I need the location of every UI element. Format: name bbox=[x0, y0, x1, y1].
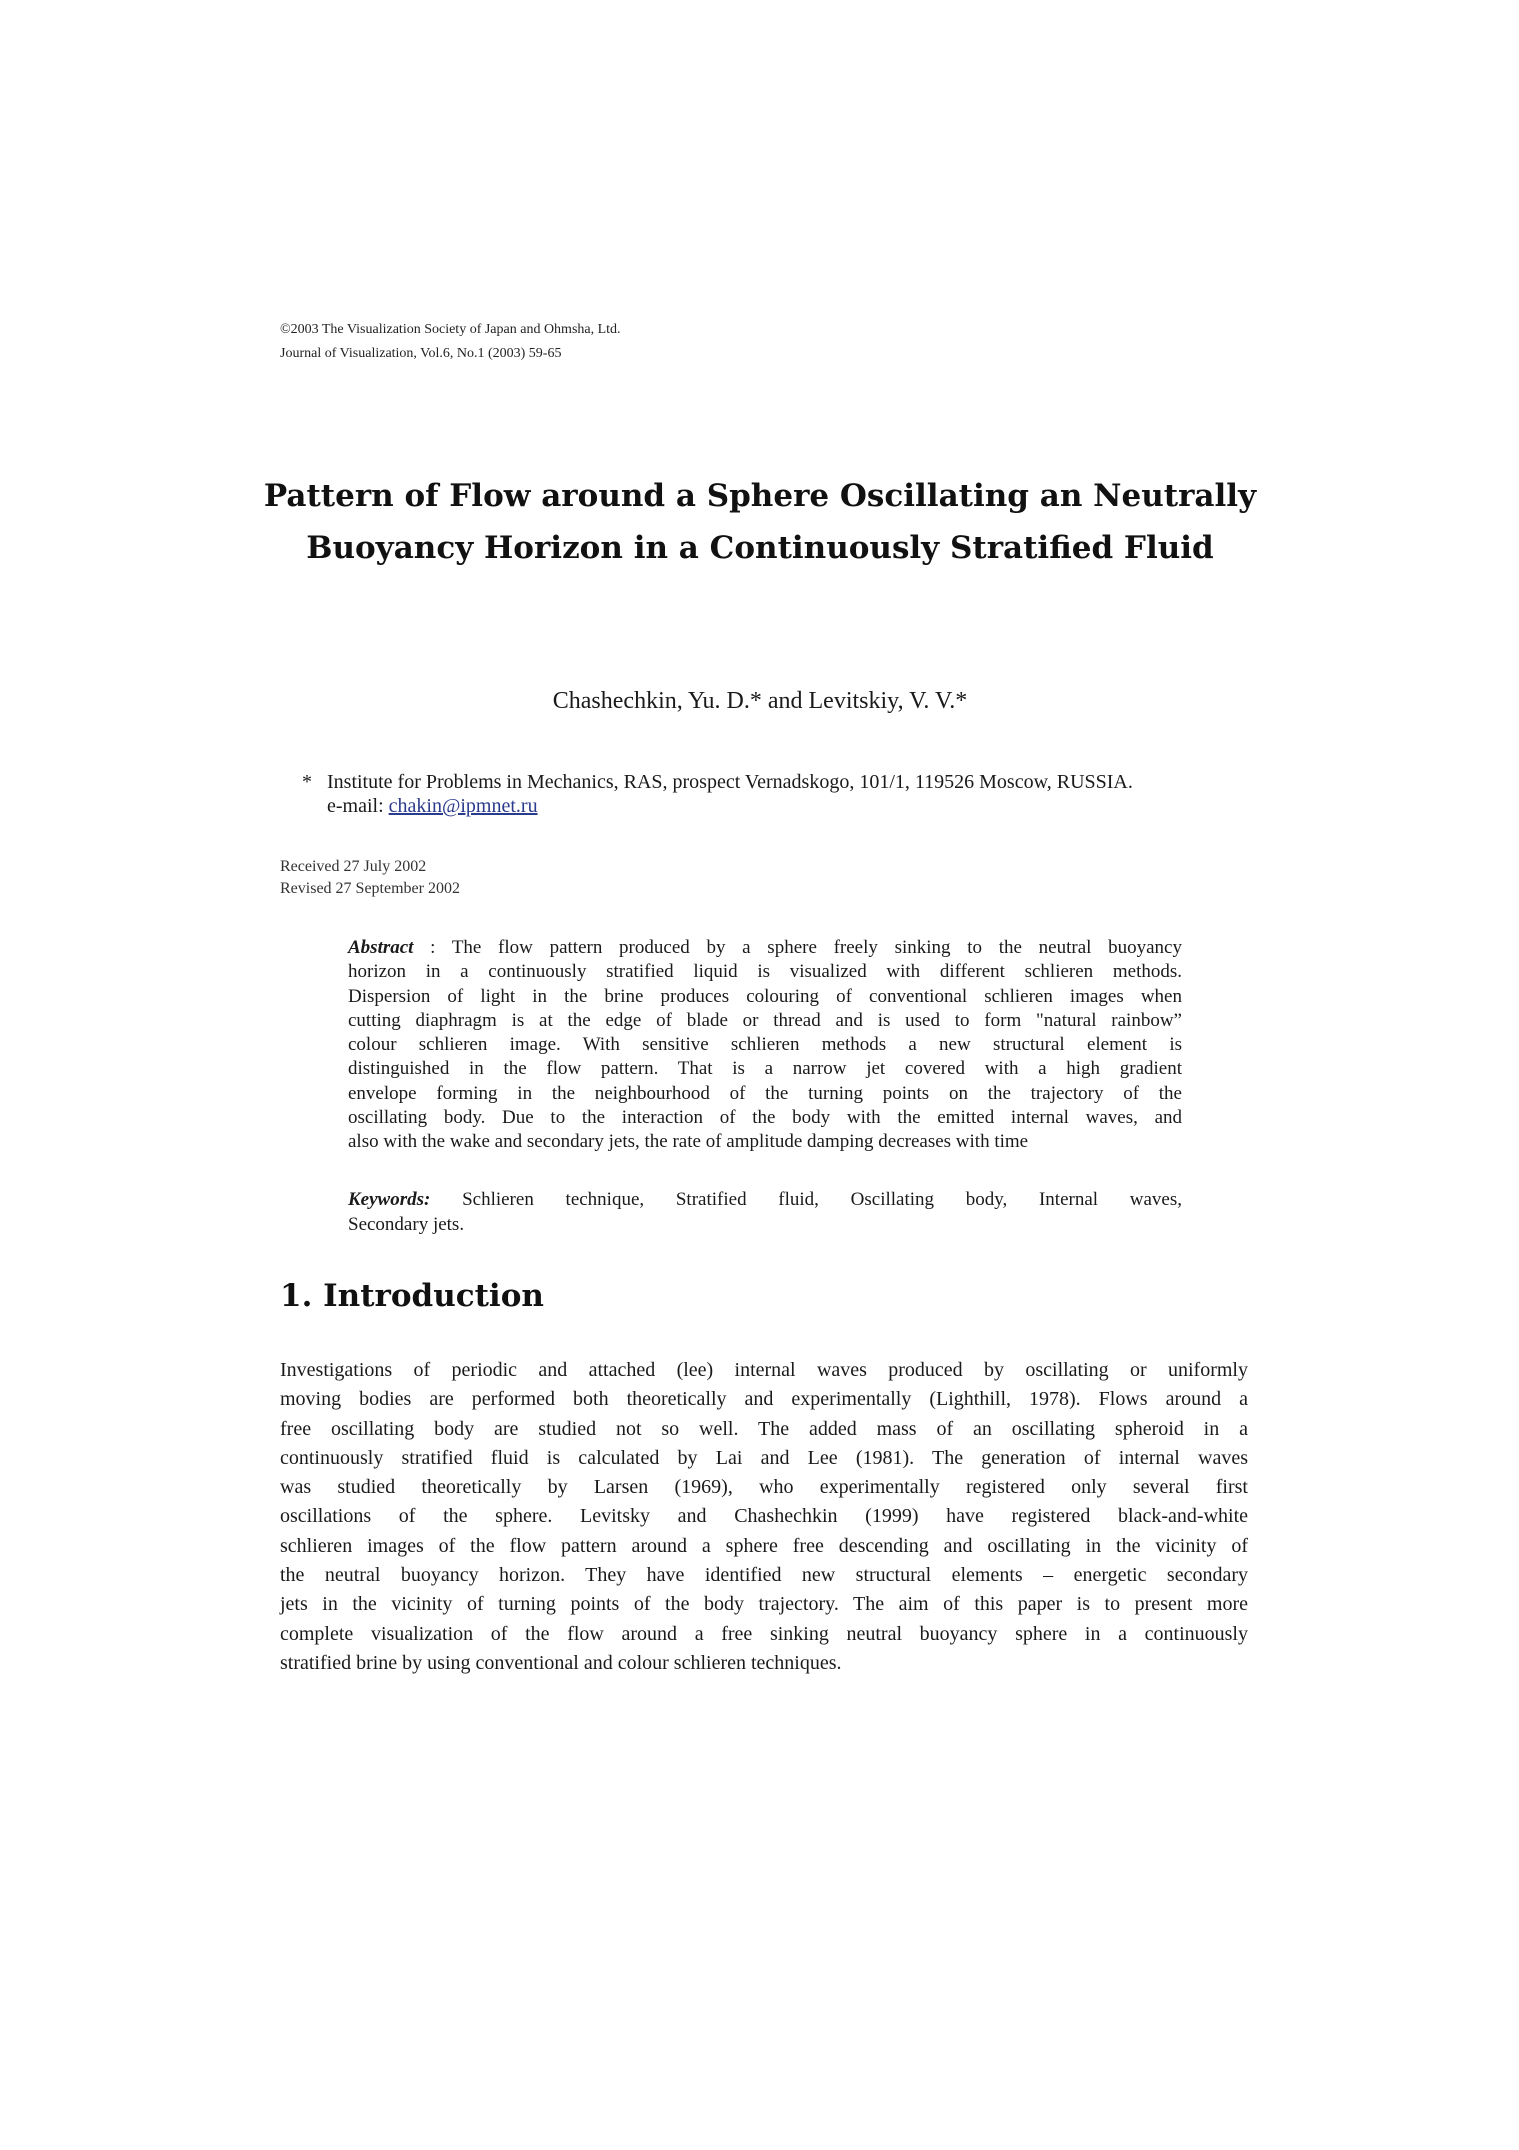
keywords-label: Keywords: bbox=[348, 1189, 431, 1210]
paragraph-line: moving bodies are performed both theoretically and experimentally (Lighthill, 1978). Flows around a bbox=[280, 1388, 1248, 1411]
paragraph-line: the neutral buoyancy horizon. They have identified new structural elements – energetic secondary bbox=[280, 1564, 1248, 1587]
abstract-line: Dispersion of light in the brine produces colouring of conventional schlieren images when bbox=[348, 985, 1182, 1007]
keywords bbox=[348, 1188, 1182, 1237]
abstract-line: horizon in a continuously stratified liquid is visualized with different schlieren methods. bbox=[348, 961, 1182, 983]
abstract-line: distinguished in the flow pattern. That is a narrow jet covered with a high gradient bbox=[348, 1058, 1182, 1080]
abstract-line bbox=[348, 936, 1182, 960]
revised-date: Revised 27 September 2002 bbox=[280, 880, 460, 897]
paragraph-line: complete visualization of the flow around a free sinking neutral buoyancy sphere in a continuously bbox=[280, 1622, 1248, 1645]
abstract-separator: : bbox=[413, 937, 452, 958]
paragraph-line: schlieren images of the flow pattern around a sphere free descending and oscillating in the vicinity of bbox=[280, 1534, 1248, 1557]
paper-title-line-2: Buoyancy Horizon in a Continuously Stratified Fluid bbox=[306, 530, 1214, 566]
paragraph-line: was studied theoretically by Larsen (1969), who experimentally registered only several first bbox=[280, 1476, 1248, 1499]
email-line bbox=[327, 794, 538, 818]
section-heading: 1. Introduction bbox=[280, 1278, 544, 1314]
affiliation-text: Institute for Problems in Mechanics, RAS, prospect Vernadskogo, 101/1, 119526 Moscow, RUSSIA. bbox=[327, 771, 1133, 793]
email-link[interactable]: chakin@ipmnet.ru bbox=[388, 795, 538, 817]
paragraph-line: oscillations of the sphere. Levitsky and Chashechkin (1999) have registered black-and-white bbox=[280, 1505, 1248, 1528]
affiliation-marker: * bbox=[302, 771, 312, 793]
paragraph-line: Investigations of periodic and attached (lee) internal waves produced by oscillating or uniformly bbox=[280, 1359, 1248, 1381]
abstract bbox=[348, 936, 1182, 1155]
abstract-line: envelope forming in the neighbourhood of the turning points on the trajectory of the bbox=[348, 1082, 1182, 1104]
abstract-line: oscillating body. Due to the interaction of the body with the emitted internal waves, and bbox=[348, 1107, 1182, 1129]
introduction-paragraph bbox=[280, 1356, 1248, 1678]
paper-title-line-1: Pattern of Flow around a Sphere Oscillating an Neutrally bbox=[263, 478, 1257, 514]
keywords-line: Secondary jets. bbox=[348, 1213, 465, 1235]
abstract-text: The flow pattern produced by a sphere freely sinking to the neutral buoyancy bbox=[451, 937, 1182, 958]
received-date: Received 27 July 2002 bbox=[280, 858, 427, 875]
paragraph-line: free oscillating body are studied not so well. The added mass of an oscillating spheroid in a bbox=[280, 1417, 1248, 1440]
paragraph-line: jets in the vicinity of turning points of the body trajectory. The aim of this paper is to present more bbox=[280, 1593, 1248, 1616]
abstract-line: also with the wake and secondary jets, the rate of amplitude damping decreases with time bbox=[348, 1131, 1029, 1153]
paragraph-line: continuously stratified fluid is calculated by Lai and Lee (1981). The generation of internal waves bbox=[280, 1446, 1248, 1469]
copyright-notice: ©2003 The Visualization Society of Japan and Ohmsha, Ltd. bbox=[280, 322, 621, 337]
keywords-text: Schlieren technique, Stratified fluid, Oscillating body, Internal waves, bbox=[462, 1189, 1183, 1210]
author-list: Chashechkin, Yu. D.* and Levitskiy, V. V.* bbox=[552, 688, 968, 714]
abstract-line: cutting diaphragm is at the edge of blade or thread and is used to form "natural rainbow” bbox=[348, 1009, 1182, 1031]
abstract-label: Abstract bbox=[348, 937, 414, 958]
abstract-line: colour schlieren image. With sensitive schlieren methods a new structural element is bbox=[348, 1034, 1182, 1056]
paragraph-line: stratified brine by using conventional and colour schlieren techniques. bbox=[280, 1651, 842, 1674]
email-label: e-mail: bbox=[327, 795, 389, 817]
keywords-line bbox=[348, 1188, 1182, 1213]
journal-citation: Journal of Visualization, Vol.6, No.1 (2003) 59-65 bbox=[280, 346, 562, 361]
